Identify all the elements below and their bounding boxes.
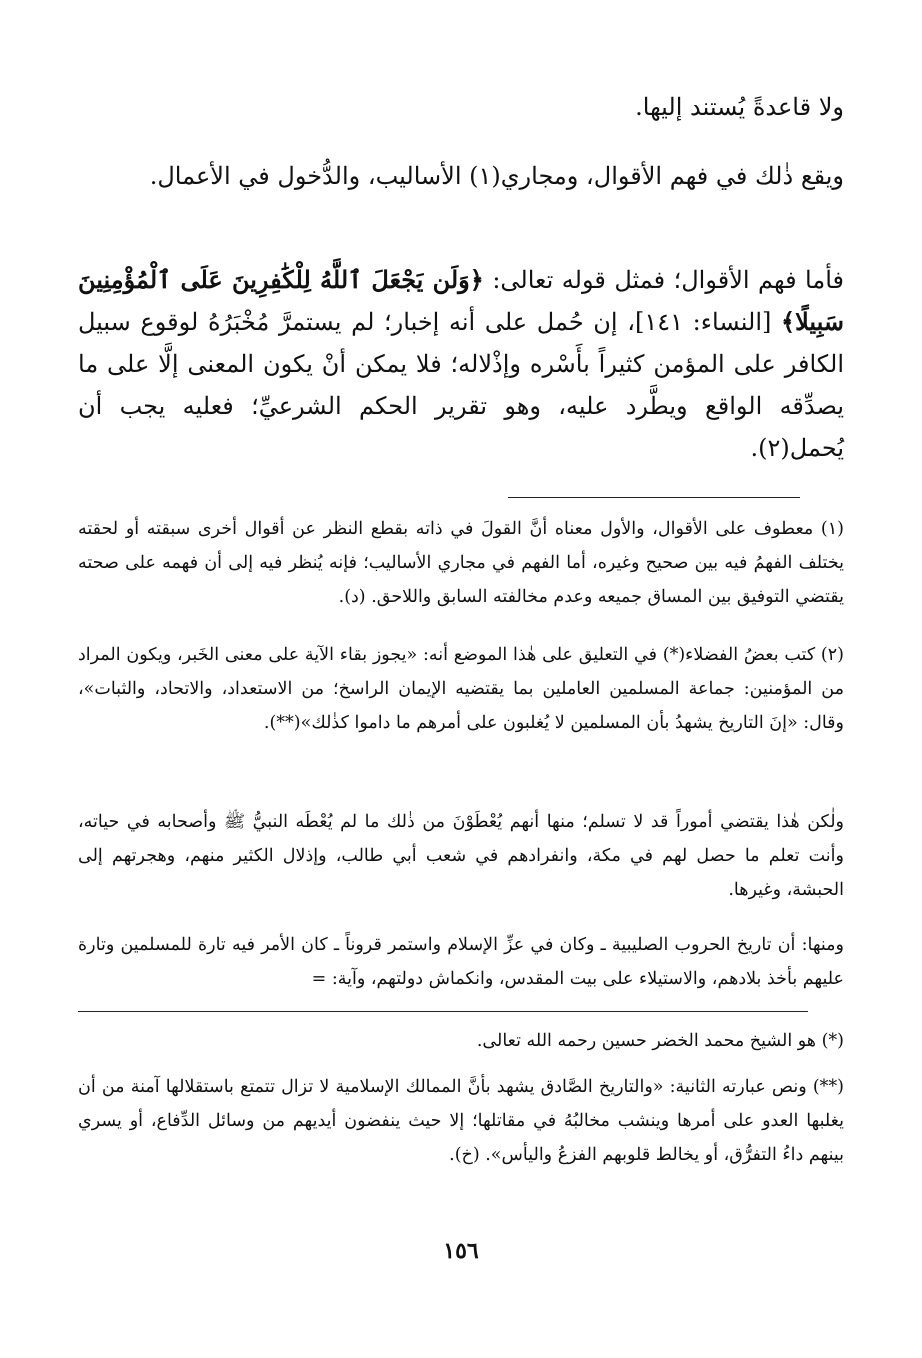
footnote-2-continuation-1: ولٰكن هٰذا يقتضي أموراً قد لا تسلم؛ منها أنهم يُعْطَوْنَ من ذٰلك ما لم يُعْطَه النبيُّ ﷺ وأصحابه في حياته، وأنت تعلم ما حصل لهم في مكة، وانفرادهم في شعب أبي طالب، وإذلال الكثير منهم، وهجرتهم إلى الحبشة، وغيرها. [78, 812, 844, 900]
footnote-1: (١) معطوف على الأقوال، والأول معناه أنَّ القولَ في ذاته بقطع النظر عن أقوال أخرى سبقته أو لحقته يختلف الفهمُ فيه بين صحيح وغيره، أما الفهم في مجاري الأساليب؛ فإنه يُنظر فيه إلى أن فهمه على صحته يقتضي التوفيق بين المساق جميعه وعدم مخالفته السابق واللاحق. (د). [78, 519, 844, 607]
p3-intro: فأما فهم الأقوال؛ فمثل قوله تعالى: [492, 266, 845, 294]
footnote-separator [508, 497, 800, 498]
p3-rest: [النساء: ١٤١]، إن حُمل على أنه إخبار؛ لم يستمرَّ مُخْبَرُهُ لوقوع سبيل الكافر على المؤمن كثيراً بأَسْره وإذْلاله؛ فلا يمكن أنْ يكون المعنى إلَّا على ما يصدِّقه الواقع ويطَّرد عليه، وهو تقرير الحكم الشرعيِّ؛ فعليه يجب أن يُحمل(٢). [78, 308, 844, 462]
footnote-2-continuation-2: ومنها: أن تاريخ الحروب الصليبية ـ وكان في عزِّ الإسلام واستمر قروناً ـ كان الأمر فيه تارة للمسلمين وتارة عليهم بأخذ بلادهم، والاستيلاء على بيت المقدس، وانكماش دولتهم، وآية: = [78, 935, 844, 989]
main-paragraph-1: ولا قاعدةً يُستند إليها. [635, 93, 844, 121]
main-paragraph-2: ويقع ذٰلك في فهم الأقوال، ومجاري(١) الأساليب، والدُّخول في الأعمال. [149, 162, 844, 190]
quran-verse: ﴿وَلَن يَجْعَلَ ٱللَّهُ لِلْكَٰفِرِينَ عَلَى ٱلْمُؤْمِنِينَ سَبِيلًا﴾ [78, 265, 844, 336]
editor-notes-separator [78, 1011, 808, 1012]
main-paragraph-3 [78, 259, 844, 469]
footnote-2: (٢) كتب بعضُ الفضلاء(*) في التعليق على هٰذا الموضع أنه: «يجوز بقاء الآية على معنى الخَبر، ويكون المراد من المؤمنين: جماعة المسلمين العاملين بما يقتضيه الإيمان الراسخ؛ من الاستعداد، والاتحاد، والثبات»، وقال: «إنَ التاريخ يشهدُ بأن المسلمين لا يُغلبون على أمرهم ما داموا كذٰلك»(**). [78, 645, 844, 733]
page-number: ١٥٦ [443, 1238, 479, 1264]
editor-note-1: (*) هو الشيخ محمد الخضر حسين رحمه الله تعالى. [476, 1031, 844, 1051]
editor-note-2: (**) ونص عبارته الثانية: «والتاريخ الصَّادق يشهد بأنَّ الممالك الإسلامية لا تزال تتمتع باستقلالها آمنة من أن يغلبها العدو على أمرها وينشب مخالبُهُ في مقاتلها؛ إلا حيث ينفضون أيديهم من وسائل الدِّفاع، أو يسري بينهم داءُ التفرُّق، أو يخالط قلوبهم الفزعُ واليأس». (خ). [78, 1077, 844, 1165]
